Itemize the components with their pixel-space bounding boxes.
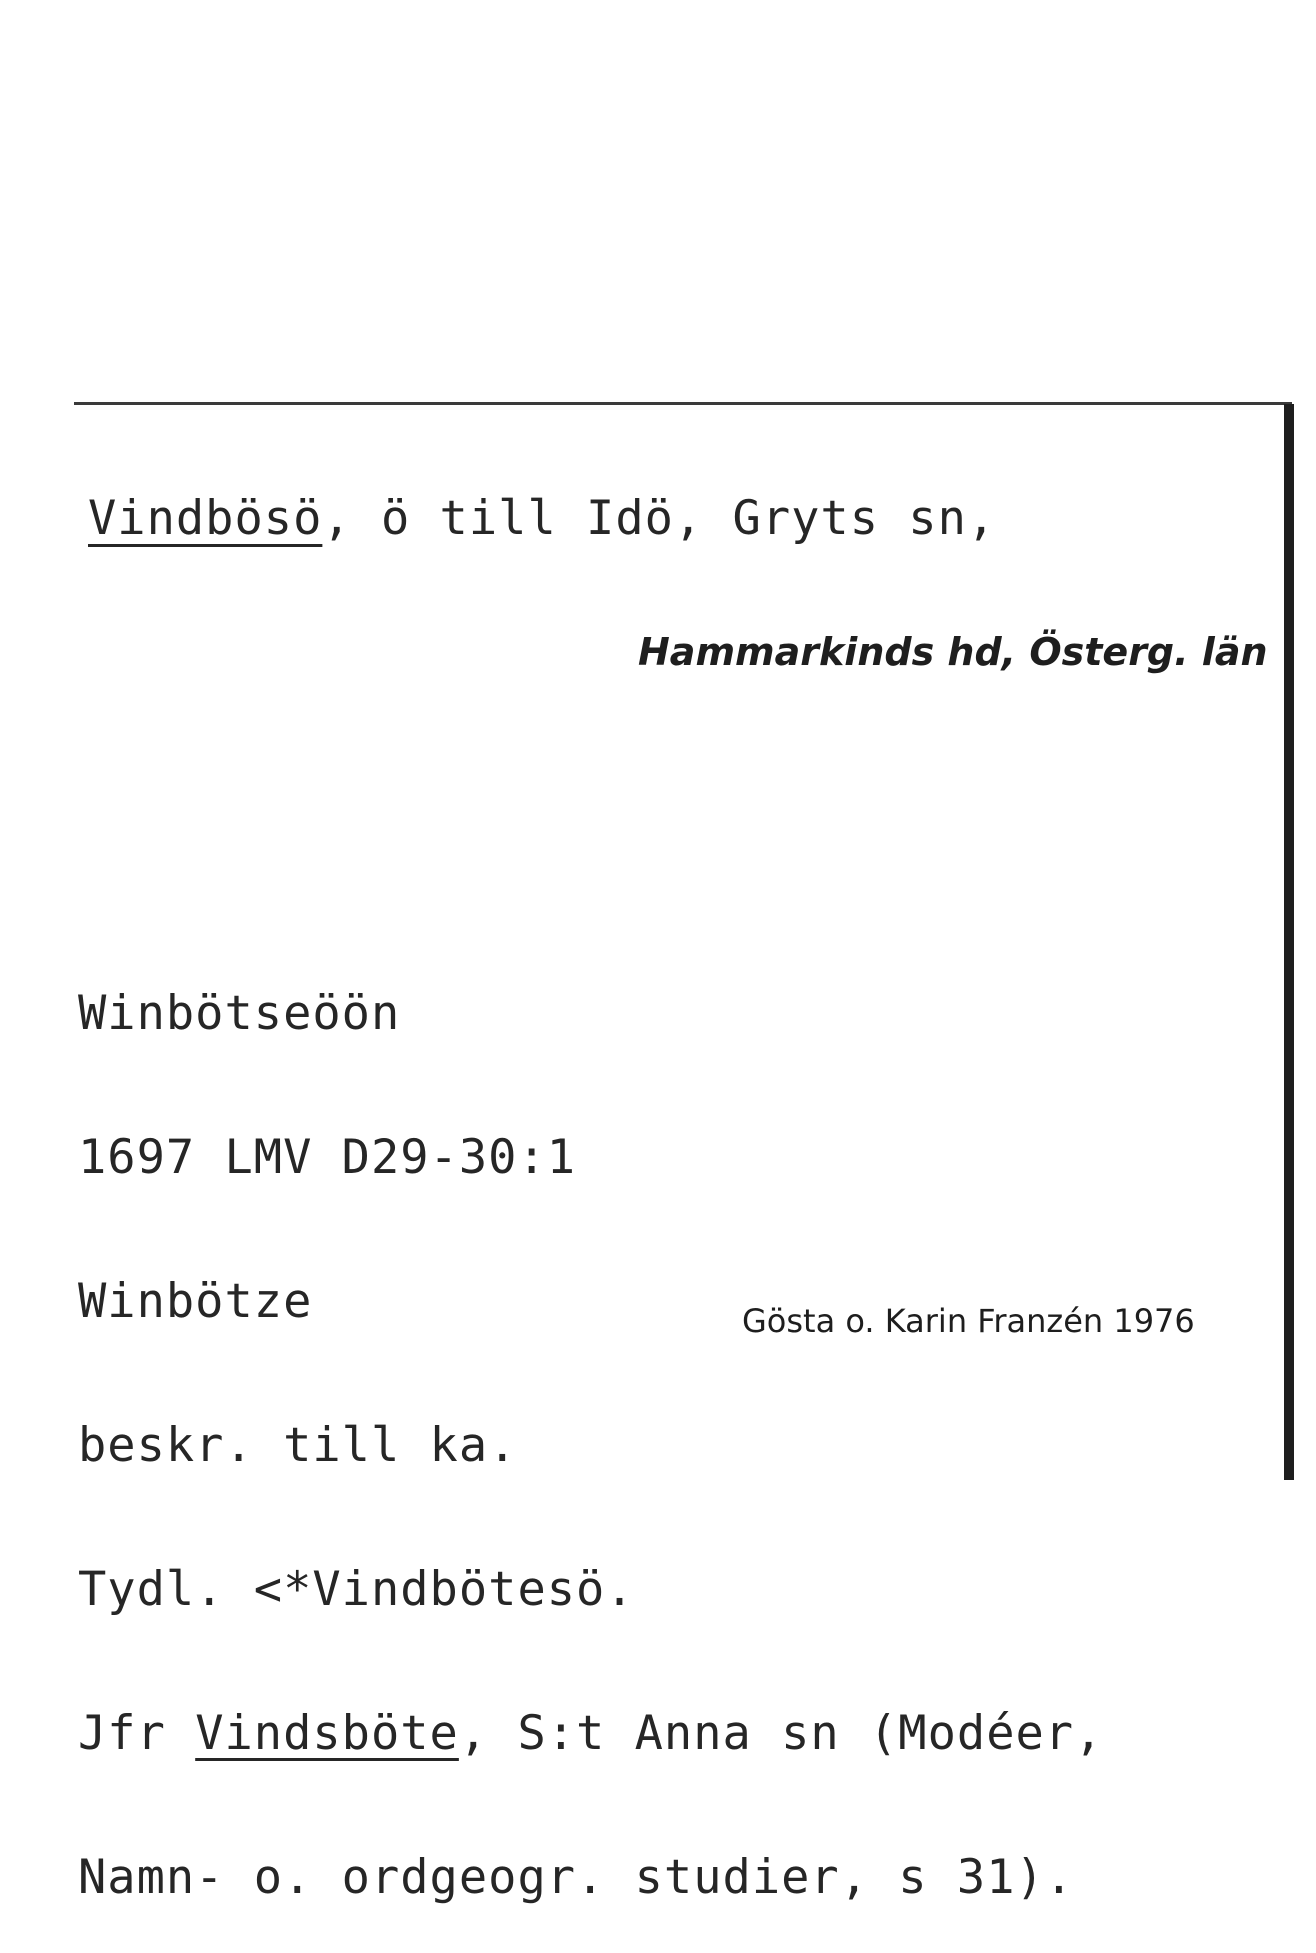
body-line-1: Winbötseöön <box>78 986 401 1041</box>
card-right-edge <box>1284 404 1294 1480</box>
headword: Vindbösö <box>88 491 323 546</box>
body-line-7: Namn- o. ordgeogr. studier, s 31). <box>78 1850 1075 1905</box>
body-line-6-prefix: Jfr <box>78 1706 196 1761</box>
headword-line <box>88 491 997 546</box>
card-top-rule <box>74 402 1292 405</box>
body-line-6 <box>78 1706 1104 1761</box>
card-body <box>78 895 1103 1950</box>
district-label: Hammarkinds hd, Österg. län <box>638 630 1268 674</box>
signature: Gösta o. Karin Franzén 1976 <box>742 1302 1195 1340</box>
body-line-3: Winbötze <box>78 1274 313 1329</box>
body-line-4: beskr. till ka. <box>78 1418 518 1473</box>
body-line-6-suffix: , S:t Anna sn (Modéer, <box>458 1706 1104 1761</box>
body-line-2: 1697 LMV D29-30:1 <box>78 1130 577 1185</box>
headword-description: , ö till Idö, Gryts sn, <box>322 491 997 546</box>
body-line-5: Tydl. <*Vindbötesö. <box>78 1562 635 1617</box>
reference-word: Vindsböte <box>195 1706 459 1761</box>
